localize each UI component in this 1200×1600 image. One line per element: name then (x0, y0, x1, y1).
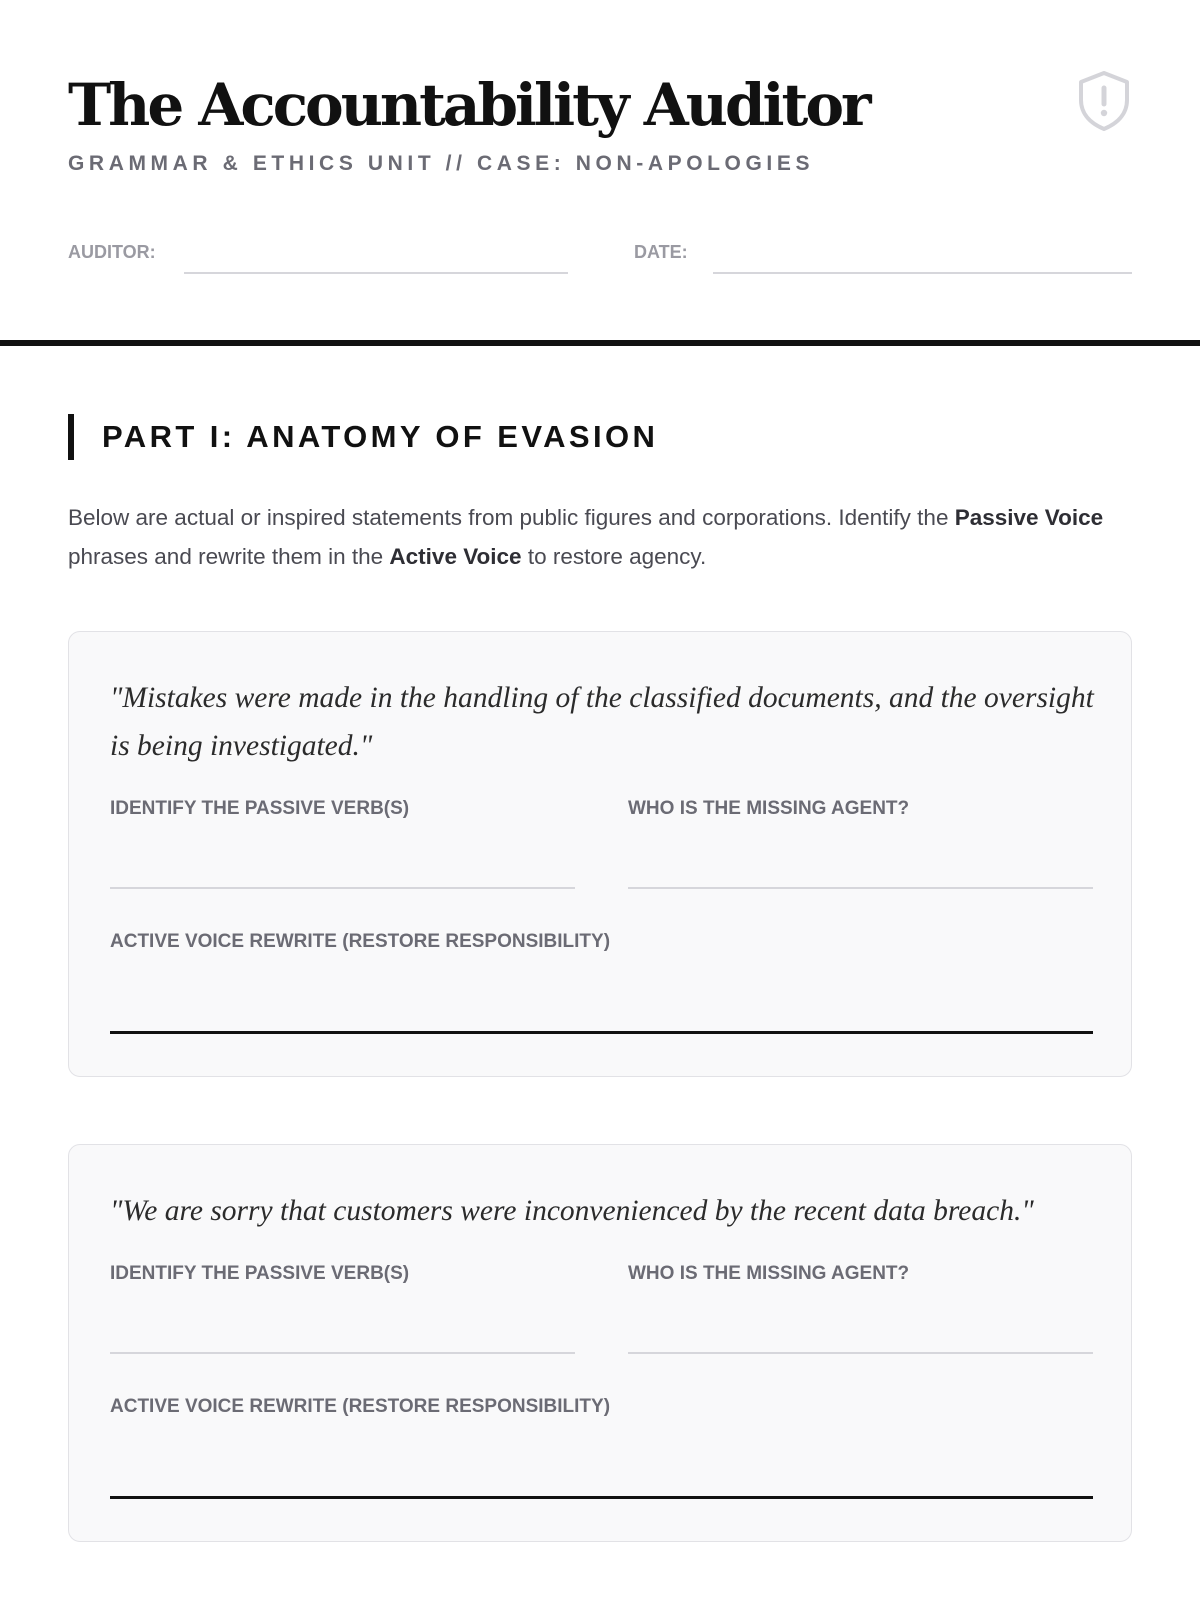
intro-emphasis-active: Active Voice (389, 544, 522, 569)
intro-text: Below are actual or inspired statements from public figures and corporations. Identify the (68, 505, 955, 530)
page-title: The Accountability Auditor (68, 71, 869, 139)
intro-emphasis-passive: Passive Voice (954, 505, 1104, 530)
worksheet-header (0, 0, 1200, 272)
statement-quote: "Mistakes were made in the handling of the classified documents, and the oversight is being investigated." (110, 682, 1094, 762)
date-label: DATE: (634, 242, 688, 262)
page-subtitle: GRAMMAR & ETHICS UNIT // CASE: NON-APOLOGIES (68, 152, 815, 175)
intro-text: to restore agency. (521, 544, 707, 569)
section-intro (68, 498, 1132, 576)
rewrite-input[interactable] (110, 1031, 1093, 1034)
passive-verb-input[interactable] (110, 887, 575, 889)
rewrite-label: ACTIVE VOICE REWRITE (RESTORE RESPONSIBILITY) (110, 931, 611, 952)
exercise-card (68, 631, 1132, 1077)
missing-agent-input[interactable] (628, 887, 1093, 889)
passive-verb-input[interactable] (110, 1352, 575, 1354)
meta-row (68, 236, 1132, 276)
section-title: PART I: ANATOMY OF EVASION (68, 414, 658, 460)
exercise-card (68, 1144, 1132, 1542)
shield-alert-icon (1076, 70, 1132, 132)
passive-verb-label: IDENTIFY THE PASSIVE VERB(S) (110, 798, 410, 819)
rewrite-label: ACTIVE VOICE REWRITE (RESTORE RESPONSIBILITY) (110, 1396, 611, 1417)
header-divider (0, 340, 1200, 346)
intro-text: phrases and rewrite them in the (68, 544, 390, 569)
auditor-field[interactable] (184, 272, 568, 274)
missing-agent-input[interactable] (628, 1352, 1093, 1354)
auditor-label: AUDITOR: (68, 242, 156, 262)
date-field[interactable] (713, 272, 1132, 274)
passive-verb-label: IDENTIFY THE PASSIVE VERB(S) (110, 1263, 410, 1284)
missing-agent-label: WHO IS THE MISSING AGENT? (628, 1263, 910, 1284)
missing-agent-label: WHO IS THE MISSING AGENT? (628, 798, 910, 819)
statement-quote: "We are sorry that customers were inconvenienced by the recent data breach." (110, 1195, 1034, 1227)
rewrite-input[interactable] (110, 1496, 1093, 1499)
